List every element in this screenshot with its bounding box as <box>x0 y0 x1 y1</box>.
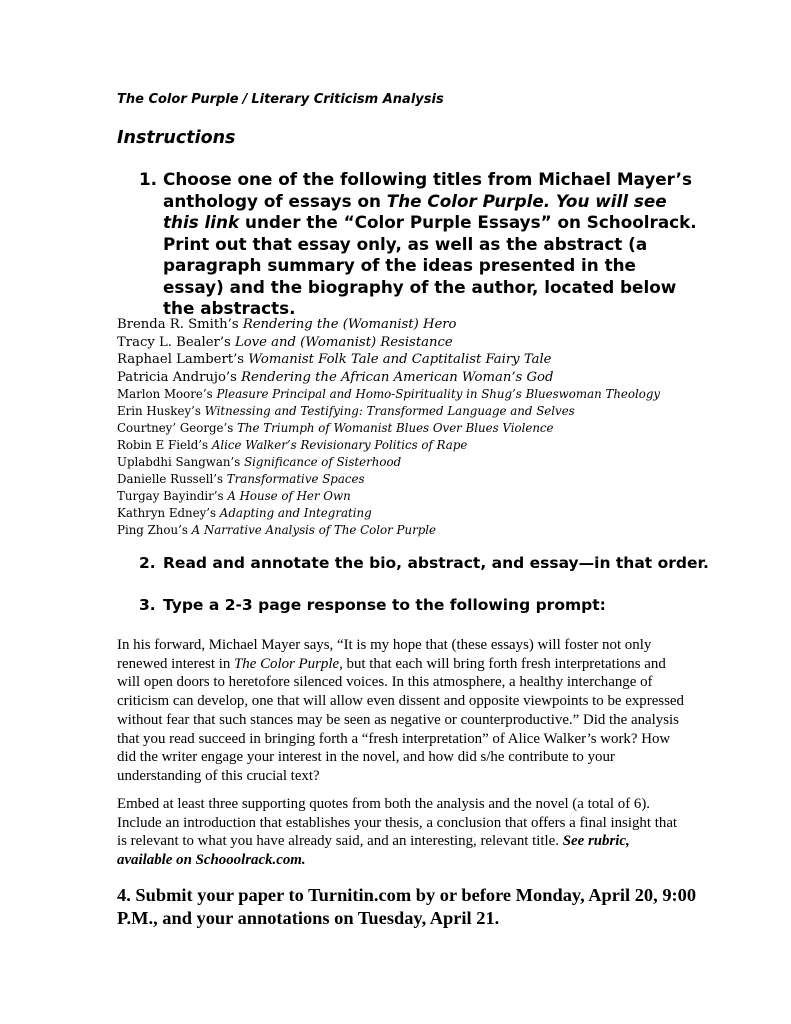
essay-author: Ping Zhou’s <box>117 522 192 537</box>
essay-title: Significance of Sisterhood <box>244 455 402 469</box>
essay-title: Womanist Folk Tale and Captitalist Fairy Tale <box>248 352 552 368</box>
step-3-number: 3. <box>139 596 156 614</box>
essay-item <box>117 351 660 369</box>
essay-title: Transformative Spaces <box>226 471 365 486</box>
header-separator: / <box>242 92 248 107</box>
essay-author: Courtney’ George’s <box>117 421 238 436</box>
document-header <box>117 92 444 107</box>
essay-item <box>117 386 660 403</box>
essay-author: Raphael Lambert’s <box>117 352 249 368</box>
step-1-number: 1. <box>139 169 158 189</box>
header-title: The Color Purple <box>117 92 239 107</box>
essay-title: A House of Her Own <box>227 488 351 503</box>
step-1-text <box>163 169 699 320</box>
essay-item <box>117 369 660 387</box>
essay-author: Erin Huskey’s <box>117 404 205 419</box>
essay-item <box>117 420 660 437</box>
requirements-paragraph <box>117 795 687 870</box>
essay-author: Danielle Russell’s <box>117 471 227 486</box>
essay-list <box>117 316 660 539</box>
essay-author: Marlon Moore’s <box>117 387 217 402</box>
essay-item <box>117 403 660 420</box>
prompt-paragraph <box>117 636 687 786</box>
essay-title: The Triumph of Womanist Blues Over Blues Violence <box>237 421 554 436</box>
step-1-link-note: You will see this link <box>163 190 667 232</box>
essay-item <box>117 454 660 471</box>
step-1-text-part: under the “Color Purple Essays” on Schoolrack. Print out that essay only, as well as the abstract (a paragraph summary of the ideas presented in the essay) and the biography of the author, located below the abstracts. <box>163 212 697 318</box>
essay-item <box>117 316 660 334</box>
essay-title: Alice Walker’s Revisionary Politics of Rape <box>211 438 468 453</box>
step-2-text: Read and annotate the bio, abstract, and essay—in that order. <box>163 554 709 572</box>
essay-item <box>117 522 660 539</box>
essay-item <box>117 505 660 522</box>
prompt-text: In his forward, Michael Mayer says, “It is my hope that (these essays) will foster not only renewed interest in <box>117 637 652 672</box>
rubric-note: See rubric, available on Schooolrack.com. <box>117 833 630 869</box>
prompt-text: but that each will bring forth fresh interpretations and will open doors to heretofore silenced voices. In this atmosphere, a healthy interchange of criticism can develop, one that will allow even dissent and opposite viewpoints to be expressed without fear that such stances may be seen as negative or counterproductive.” Did the analysis that you read succeed in bringing forth a “fresh interpretation” of Alice Walker’s work? How did the writer engage your interest in the novel, and how did s/he contribute to your understanding of this crucial text? <box>117 655 684 784</box>
step-3-text: Type a 2-3 page response to the following prompt: <box>163 596 606 614</box>
requirements-text: Embed at least three supporting quotes from both the analysis and the novel (a total of 6). Include an introduction that establishes your thesis, a conclusion that offers a final insight that is relevant to what you have already said, and an interesting, relevant title. <box>117 796 678 850</box>
essay-author: Turgay Bayindir’s <box>117 488 228 503</box>
step-1-text-part: Choose one of the following titles from Michael Mayer’s anthology of essays on <box>163 169 693 211</box>
essay-author: Kathryn Edney’s <box>117 505 220 520</box>
essay-item <box>117 437 660 454</box>
essay-title: A Narrative Analysis of The Color Purple <box>191 522 437 537</box>
essay-title: Rendering the African American Woman’s God <box>241 369 554 385</box>
essay-author: Uplabdhi Sangwan’s <box>117 455 245 469</box>
essay-author: Robin E Field’s <box>117 438 212 453</box>
header-subtitle: Literary Criticism Analysis <box>251 92 444 107</box>
instructions-heading: Instructions <box>117 128 236 148</box>
step-1-book-title: The Color Purple. <box>386 190 551 211</box>
essay-title: Adapting and Integrating <box>219 505 372 520</box>
essay-title: Pleasure Principal and Homo-Spirituality in Shug’s Blueswoman Theology <box>216 387 661 402</box>
step-2-number: 2. <box>139 554 156 572</box>
step-1 <box>139 169 699 320</box>
essay-author: Patricia Andrujo’s <box>117 369 242 385</box>
essay-author: Tracy L. Bealer’s <box>117 334 235 350</box>
essay-title: Love and (Womanist) Resistance <box>234 334 453 350</box>
essay-title: Rendering the (Womanist) Hero <box>242 317 457 332</box>
essay-item <box>117 334 660 352</box>
essay-title: Witnessing and Testifying: Transformed Language and Selves <box>204 404 575 419</box>
essay-item <box>117 471 660 488</box>
essay-author: Brenda R. Smith’s <box>117 317 243 332</box>
step-2 <box>139 554 709 572</box>
step-4: 4. Submit your paper to Turnitin.com by or before Monday, April 20, 9:00 P.M., and your annotations on Tuesday, April 21. <box>117 885 697 928</box>
prompt-book-title: The Color Purple, <box>234 655 343 672</box>
essay-item <box>117 488 660 505</box>
step-3 <box>139 596 606 614</box>
